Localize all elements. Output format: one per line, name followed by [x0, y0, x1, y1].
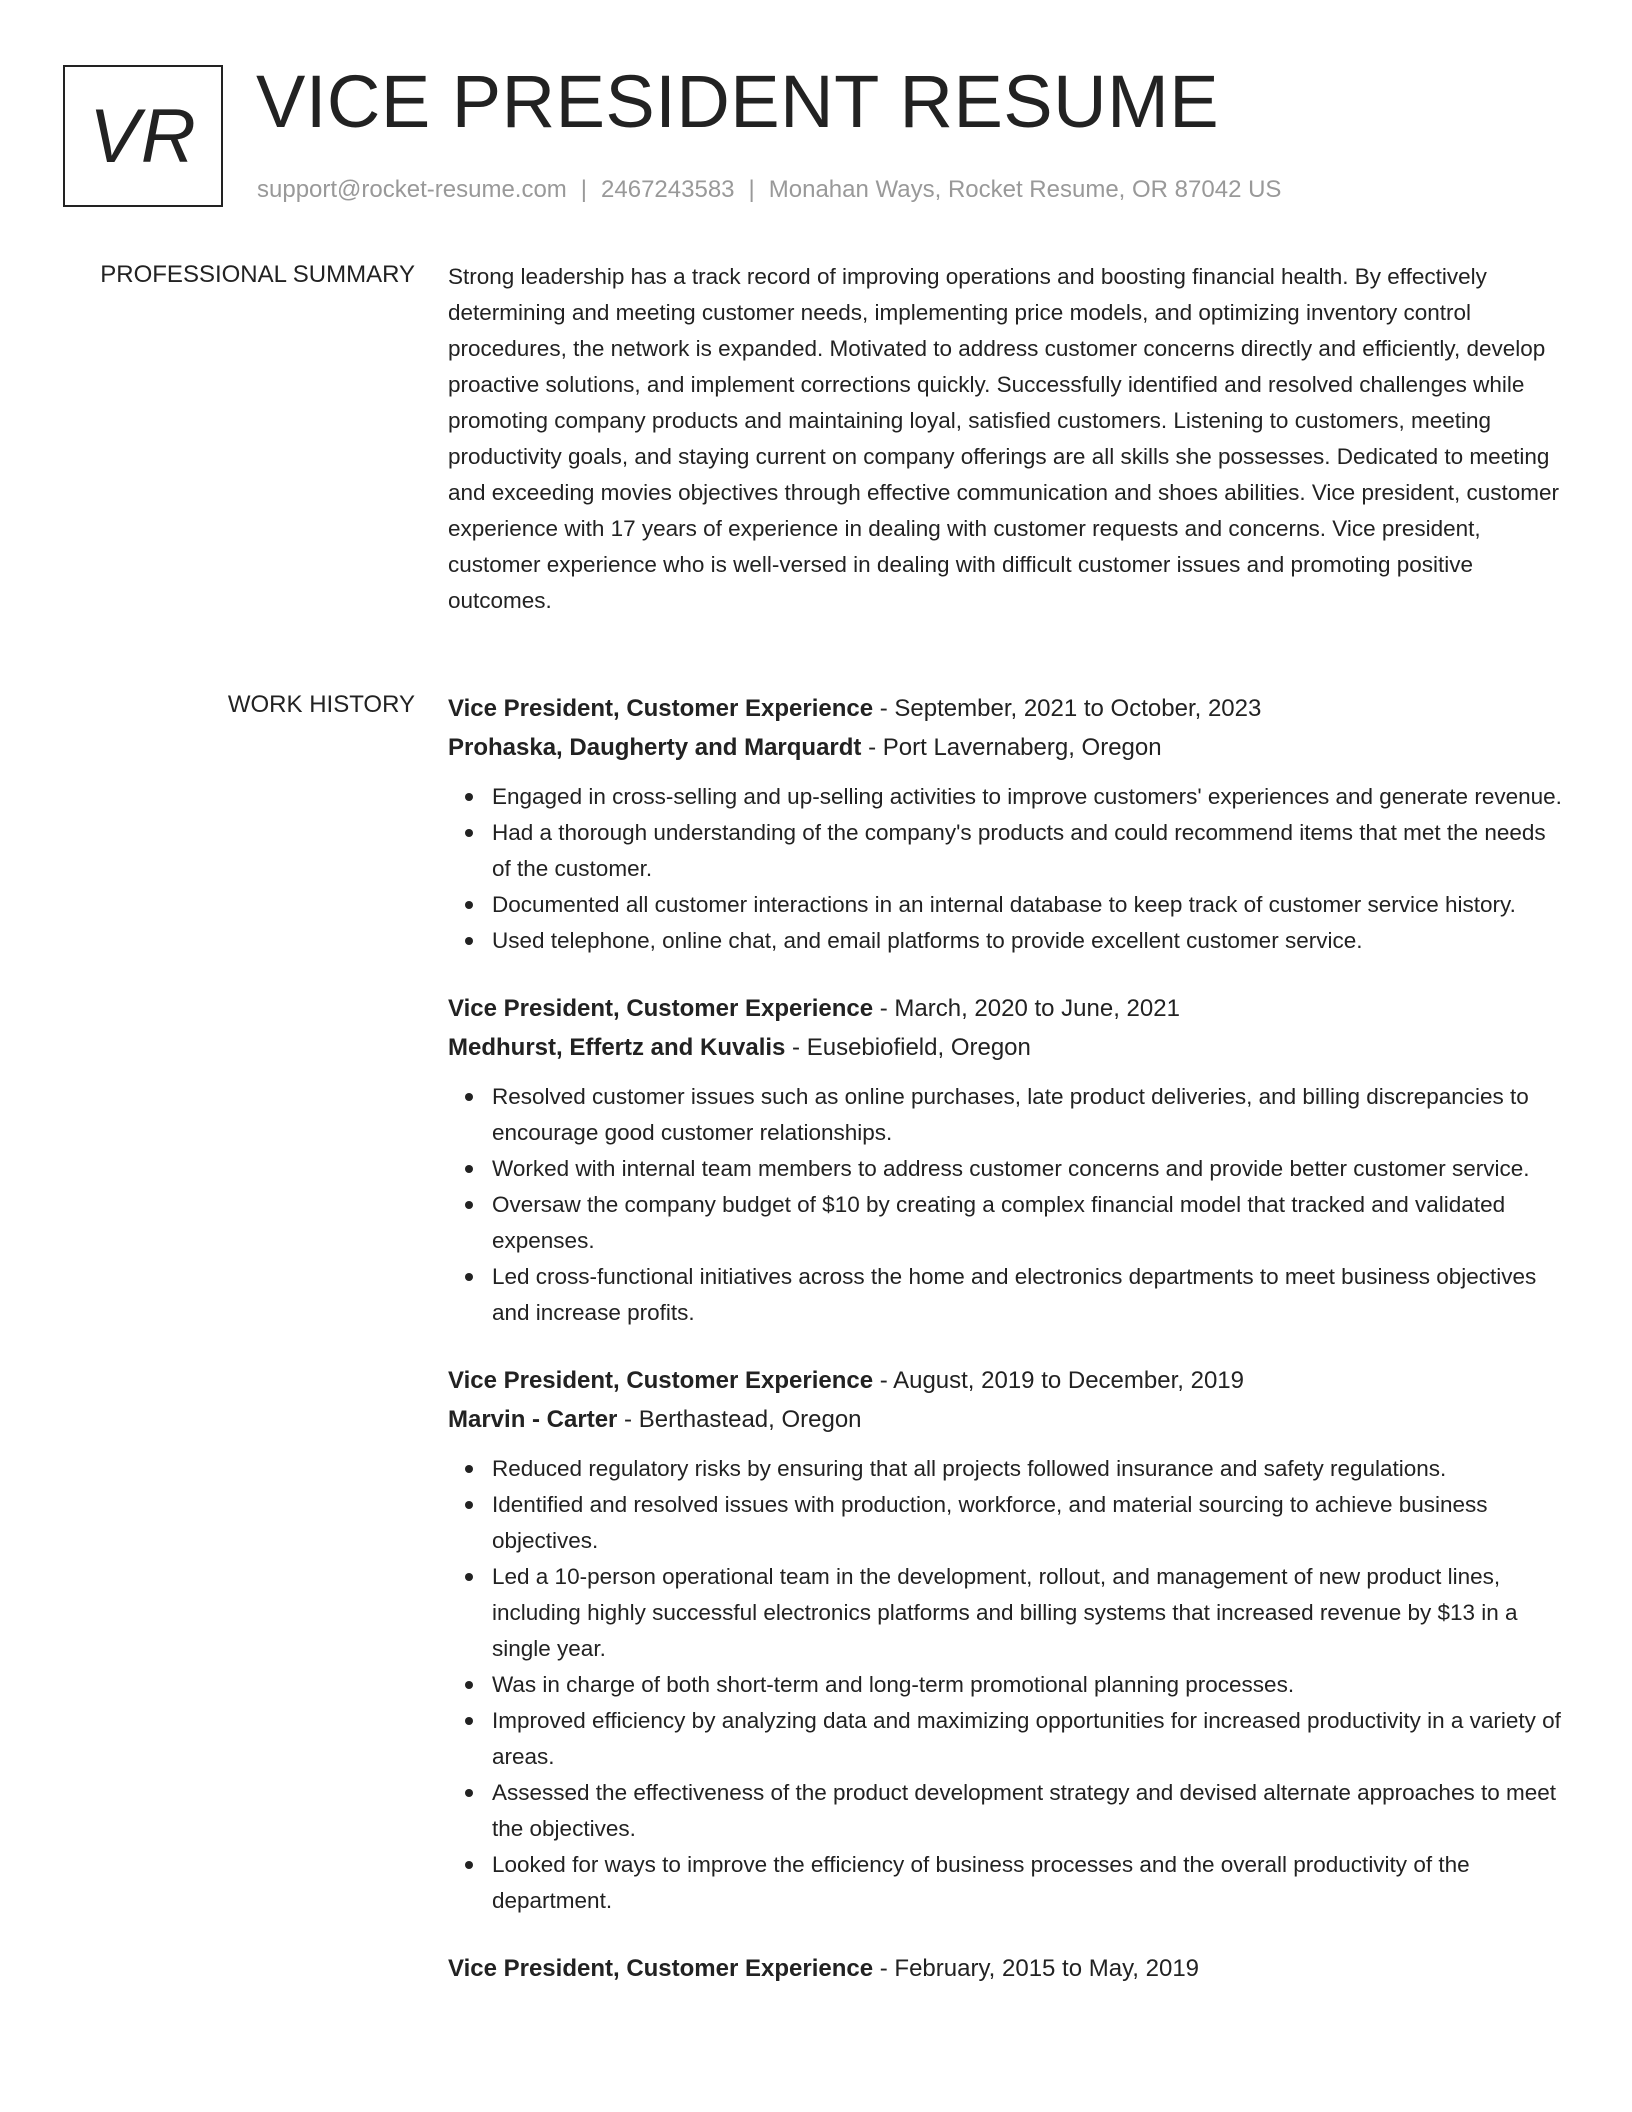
- job-entry: [448, 1361, 1563, 1919]
- contact-line: [257, 175, 1281, 205]
- contact-phone[interactable]: 2467243583: [601, 176, 735, 203]
- job-bullet: Assessed the effectiveness of the product development strategy and devised alternate approaches to meet the objectives.: [492, 1775, 1563, 1847]
- job-dates: - August, 2019 to December, 2019: [873, 1367, 1244, 1394]
- job-heading: [448, 989, 1563, 1028]
- job-heading: [448, 1949, 1563, 1988]
- contact-email[interactable]: support@rocket-resume.com: [257, 176, 567, 203]
- job-bullet-list: [448, 779, 1563, 959]
- summary-body: [448, 259, 1563, 619]
- job-title: Vice President, Customer Experience: [448, 695, 874, 722]
- job-location: - Port Lavernaberg, Oregon: [861, 734, 1162, 761]
- job-employer: [448, 728, 1563, 767]
- job-bullet: Documented all customer interactions in an internal database to keep track of customer service history.: [492, 887, 1563, 923]
- job-bullet-list: [448, 1079, 1563, 1331]
- job-bullet-list: [448, 1451, 1563, 1919]
- job-bullet: Worked with internal team members to address customer concerns and provide better customer service.: [492, 1151, 1563, 1187]
- job-bullet: Improved efficiency by analyzing data and maximizing opportunities for increased productivity in a variety of areas.: [492, 1703, 1563, 1775]
- contact-separator: |: [580, 176, 588, 203]
- job-title: Vice President, Customer Experience: [448, 1367, 874, 1394]
- job-entry: [448, 989, 1563, 1331]
- job-bullet: Led a 10-person operational team in the development, rollout, and management of new product lines, including highly successful electronics platforms and billing systems that increased revenue by $13 in a single year.: [492, 1559, 1563, 1667]
- job-employer: [448, 1400, 1563, 1439]
- job-company: Medhurst, Effertz and Kuvalis: [448, 1034, 786, 1061]
- job-dates: - September, 2021 to October, 2023: [873, 695, 1262, 722]
- contact-separator: |: [748, 176, 755, 203]
- job-title: Vice President, Customer Experience: [448, 1955, 874, 1982]
- contact-address: Monahan Ways, Rocket Resume, OR 87042 US: [768, 176, 1282, 203]
- job-bullet: Engaged in cross-selling and up-selling activities to improve customers' experiences and generate revenue.: [492, 779, 1563, 815]
- monogram-logo: VR: [63, 65, 223, 207]
- job-entry: [448, 1949, 1563, 1988]
- job-bullet: Identified and resolved issues with production, workforce, and material sourcing to achieve business objectives.: [492, 1487, 1563, 1559]
- job-heading: [448, 689, 1563, 728]
- job-entry: [448, 689, 1563, 959]
- job-bullet: Had a thorough understanding of the company's products and could recommend items that met the needs of the customer.: [492, 815, 1563, 887]
- job-bullet: Oversaw the company budget of $10 by creating a complex financial model that tracked and validated expenses.: [492, 1187, 1563, 1259]
- job-bullet: Reduced regulatory risks by ensuring that all projects followed insurance and safety regulations.: [492, 1451, 1563, 1487]
- job-bullet: Led cross-functional initiatives across the home and electronics departments to meet business objectives and increase profits.: [492, 1259, 1563, 1331]
- job-dates: - February, 2015 to May, 2019: [873, 1955, 1200, 1982]
- job-location: - Berthastead, Oregon: [617, 1406, 862, 1433]
- job-company: Marvin - Carter: [448, 1406, 618, 1433]
- work-history-body: [448, 689, 1563, 2018]
- job-company: Prohaska, Daugherty and Marquardt: [448, 734, 862, 761]
- job-employer: [448, 1028, 1563, 1067]
- job-bullet: Resolved customer issues such as online purchases, late product deliveries, and billing discrepancies to encourage good customer relationships.: [492, 1079, 1563, 1151]
- section-label-work-history: WORK HISTORY: [227, 691, 415, 718]
- job-title: Vice President, Customer Experience: [448, 995, 874, 1022]
- job-location: - Eusebiofield, Oregon: [785, 1034, 1031, 1061]
- job-bullet: Was in charge of both short-term and long-term promotional planning processes.: [492, 1667, 1563, 1703]
- summary-text: Strong leadership has a track record of improving operations and boosting financial health. By effectively determining and meeting customer needs, implementing price models, and optimizing inventory control procedures, the network is expanded. Motivated to address customer concerns directly and efficiently, develop proactive solutions, and implement corrections quickly. Successfully identified and resolved challenges while promoting company products and maintaining loyal, satisfied customers. Listening to customers, meeting productivity goals, and staying current on company offerings are all skills she possesses. Dedicated to meeting and exceeding movies objectives through effective communication and shoes abilities. Vice president, customer experience with 17 years of experience in dealing with customer requests and concerns. Vice president, customer experience who is well-versed in dealing with difficult customer issues and promoting positive outcomes.: [448, 264, 1560, 613]
- job-bullet: Used telephone, online chat, and email platforms to provide excellent customer service.: [492, 923, 1563, 959]
- job-heading: [448, 1361, 1563, 1400]
- job-dates: - March, 2020 to June, 2021: [873, 995, 1180, 1022]
- page-title: VICE PRESIDENT RESUME: [256, 60, 1220, 143]
- job-bullet: Looked for ways to improve the efficiency of business processes and the overall productivity of the department.: [492, 1847, 1563, 1919]
- section-label-summary: PROFESSIONAL SUMMARY: [100, 261, 415, 288]
